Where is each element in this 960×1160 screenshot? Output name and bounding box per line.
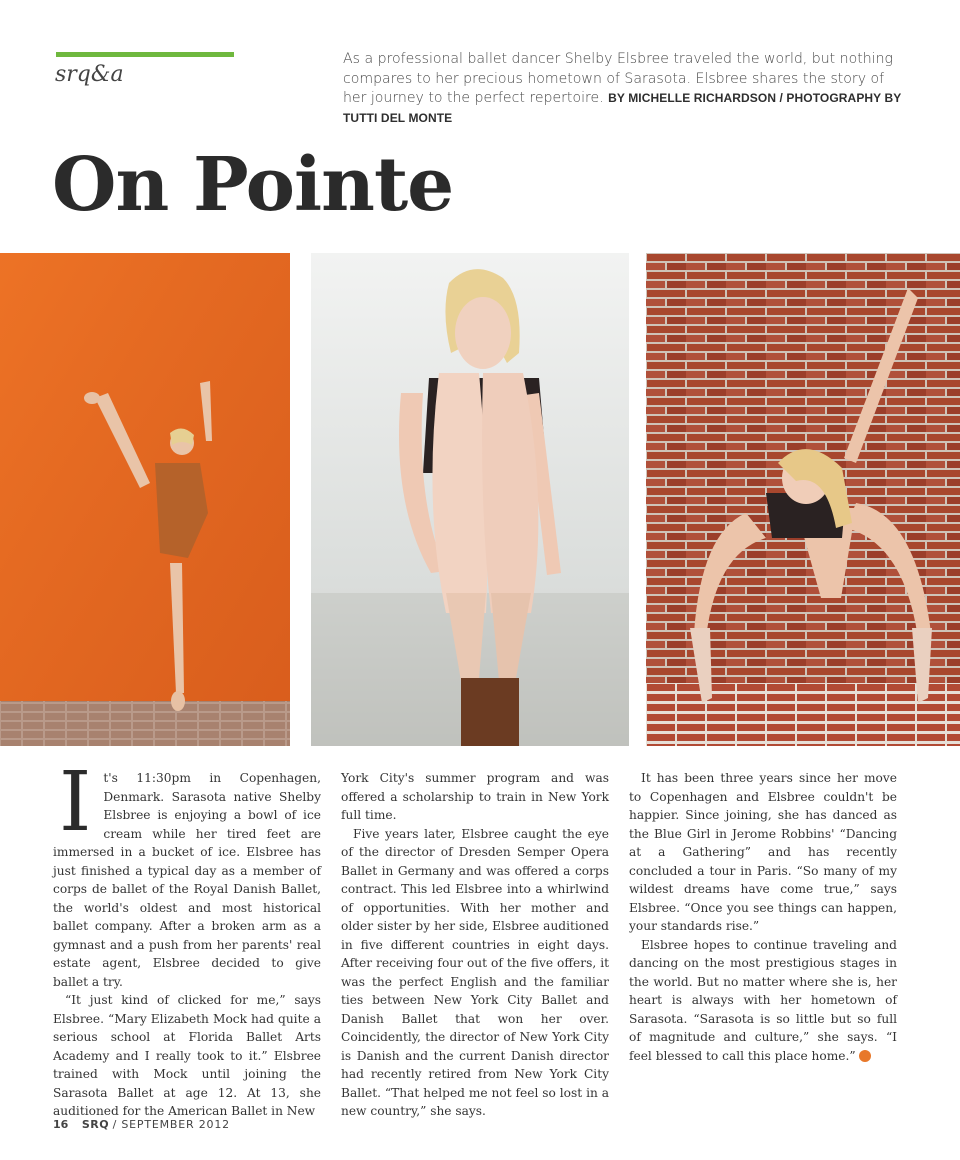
- headline: On Pointe: [52, 142, 454, 228]
- byline: BY MICHELLE RICHARDSON / PHOTOGRAPHY BY TUTTI DEL MONTE: [343, 91, 902, 125]
- paragraph: York City's summer program and was offered a scholarship to train in New York full time.: [341, 771, 609, 822]
- section-rule: [56, 52, 234, 57]
- paragraph: Five years later, Elsbree caught the eye of the director of Dresden Semper Opera Ballet in Germany and was offered a corps contract. This led Elsbree into a whirlwind of opportunities. With her mother and older sister by her side, Elsbree auditioned in five different countries in eight days. After receiving four out of the five offers, it was the perfect English and the familiar ties between New York City Ballet and Danish Ballet that won her over. Coincidently, the director of New York City is Danish and the current Danish director had recently retired from New York City Ballet. “That helped me not feel so lost in a new country,” she says.: [341, 826, 609, 1118]
- issue-date: / SEPTEMBER 2012: [112, 1118, 230, 1131]
- end-mark-icon: S: [859, 1050, 871, 1062]
- drop-cap: I: [59, 755, 92, 850]
- paragraph: It has been three years since her move to Copenhagen and Elsbree couldn't be happier. Since joining, she has danced as the Blue Girl in Jerome Robbins' “Dancing at a Gathering” and has recently concluded a tour in Paris. “So many of my wildest dreams have come true,” says Elsbree. “Once you see things can happen, your standards rise.”: [629, 771, 897, 933]
- intro-deck: [343, 50, 903, 128]
- paragraph-text: Elsbree hopes to continue traveling and dancing on the most prestigious stages in the world. But no matter where she is, her heart is always with her hometown of Sarasota. “Sarasota is so little but so full of magnitude and culture,” she says. “I feel blessed to call this place home.”: [629, 937, 897, 1063]
- paragraph: [629, 936, 897, 1066]
- photo-dancer-seated: [311, 253, 629, 746]
- magazine-name: SRQ: [81, 1118, 110, 1131]
- article-column-3: [629, 769, 897, 1065]
- intro-text: As a professional ballet dancer Shelby Elsbree traveled the world, but nothing compares to her precious hometown of Sarasota. Elsbree shares the story of her journey to the perfect repertoire.: [343, 51, 893, 106]
- paragraph: [53, 755, 321, 991]
- paragraph-text: t's 11:30pm in Copenhagen, Denmark. Sarasota native Shelby Elsbree is enjoying a bowl of ice cream while her tired feet are immersed in a bucket of ice. Elsbree has just finished a typical day as a member of corps de ballet of the Royal Danish Ballet, the world's oldest and most historical ballet company. After a broken arm as a gymnast and a push from her parents' real estate agent, Elsbree decided to give ballet a try.: [53, 771, 321, 989]
- photo-dancer-orange-wall: [0, 253, 290, 746]
- photo-dancer-brick-wall: [646, 253, 960, 746]
- article-column-1: [53, 755, 321, 1121]
- section-label: srq&a: [55, 62, 124, 87]
- article-column-2: [341, 769, 609, 1121]
- paragraph: “It just kind of clicked for me,” says Elsbree. “Mary Elizabeth Mock had quite a serious school at Florida Ballet Arts Academy and I really took to it.” Elsbree trained with Mock until joining the Sarasota Ballet at age 12. At 13, she auditioned for the American Ballet in New: [53, 993, 321, 1118]
- page-number: 16: [53, 1118, 69, 1131]
- page-footer: [53, 1118, 230, 1131]
